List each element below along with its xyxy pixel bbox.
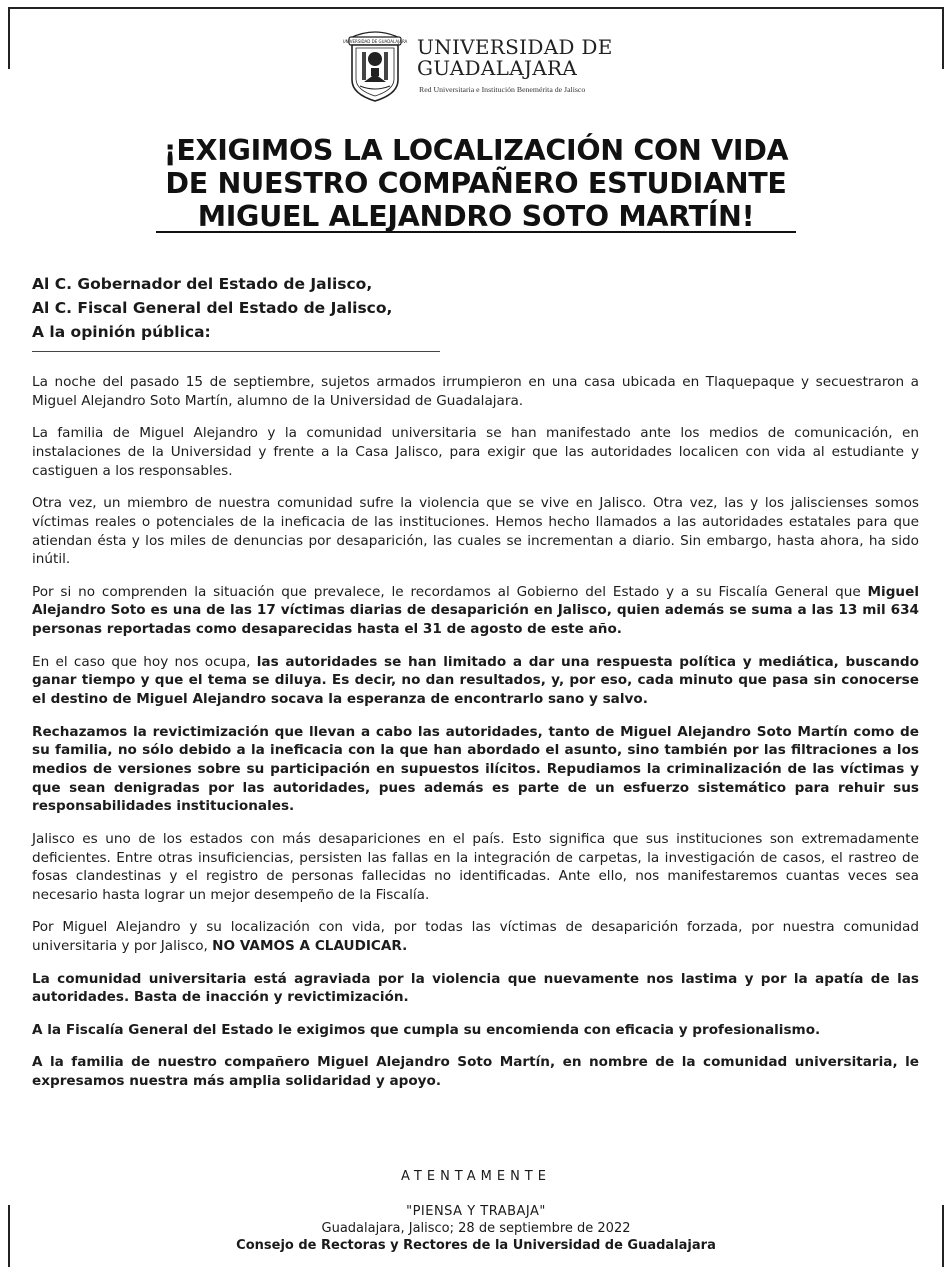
paragraph-4 xyxy=(32,583,919,639)
addressee-governor: Al C. Gobernador del Estado de Jalisco, xyxy=(32,275,373,293)
addressee-public: A la opinión pública: xyxy=(32,323,211,341)
paragraph-11-text: A la familia de nuestro compañero Miguel Alejandro Soto Martín, en nombre de la comunidad universitaria, le expresamos nuestra más amplia solidaridad y apoyo. xyxy=(32,1054,919,1090)
paragraph-5-emphasis: las autoridades se han limitado a dar una respuesta política y mediática, buscando ganar tiempo y que el tema se diluya. Es decir, no dan resultados, y, por eso, cada minuto que pasa sin conocerse el destino de Miguel Alejandro socava la esperanza de encontrarlo sano y salvo. xyxy=(32,653,919,708)
svg-text:UNIVERSIDAD DE GUADALAJARA: UNIVERSIDAD DE GUADALAJARA xyxy=(342,39,408,44)
university-name-line2: GUADALAJARA xyxy=(417,56,578,80)
headline-underline xyxy=(156,231,796,233)
headline-line1: ¡EXIGIMOS LA LOCALIZACIÓN CON VIDA xyxy=(163,134,789,167)
frame-left-corner xyxy=(8,7,10,69)
paragraph-5-intro: En el caso que hoy nos ocupa, xyxy=(32,653,257,670)
paragraph-7: Jalisco es uno de los estados con más desapariciones en el país. Esto significa que sus instituciones son extremadamente deficientes. Entre otras insuficiencias, persisten las fallas en la integración de carpetas, la investigación de casos, el rastreo de fosas clandestinas y el registro de personas fallecidas no identificadas. Ante ello, nos manifestaremos cuantas veces sea necesario hasta lograr un mejor desempeño de la Fiscalía. xyxy=(32,830,919,903)
frame-top-border xyxy=(8,7,944,9)
paragraph-5 xyxy=(32,653,919,709)
salutation: ATENTAMENTE xyxy=(401,1169,551,1184)
signatory: Consejo de Rectoras y Rectores de la Universidad de Guadalajara xyxy=(236,1238,716,1253)
university-name xyxy=(417,37,617,79)
place-date: Guadalajara, Jalisco; 28 de septiembre de 2022 xyxy=(321,1221,631,1236)
paragraph-8-intro: Por Miguel Alejandro y su localización con vida, por todas las víctimas de desaparición forzada, por nuestra comunidad universitaria y por Jalisco, xyxy=(32,919,919,955)
university-subtitle: Red Universitaria e Institución Benemérita de Jalisco xyxy=(419,85,586,94)
paragraph-2: La familia de Miguel Alejandro y la comunidad universitaria se han manifestado ante los medios de comunicación, en instalaciones de la Universidad y frente a la Casa Jalisco, para exigir que las autoridades localicen con vida al estudiante y castiguen a los responsables. xyxy=(32,425,919,479)
paragraph-10-text: A la Fiscalía General del Estado le exigimos que cumpla su encomienda con eficacia y profesionalismo. xyxy=(32,1021,821,1038)
paragraph-3: Otra vez, un miembro de nuestra comunidad sufre la violencia que se vive en Jalisco. Otra vez, las y los jaliscienses somos víctimas reales o potenciales de la ineficacia de las instituciones. Hemos hecho llamados a las autoridades estatales para que atiendan ésta y los miles de denuncias por desaparición, las cuales se incrementan a diario. Sin embargo, hasta ahora, ha sido inútil. xyxy=(32,495,919,568)
addressees-divider xyxy=(32,351,440,352)
headline-line2: DE NUESTRO COMPAÑERO ESTUDIANTE xyxy=(165,167,787,200)
paragraph-6-text: Rechazamos la revictimización que llevan a cabo las autoridades, tanto de Miguel Alejandro Soto Martín como de su familia, no sólo debido a la ineficacia con la que han abordado el asunto, sino también por las filtraciones a los medios de versiones sobre su participación en supuestos ilícitos. Repudiamos la criminalización de las víctimas y que sean denigradas por las autoridades, pues además es parte de un esfuerzo sistemático para rehuir sus responsabilidades institucionales. xyxy=(32,723,919,815)
addressee-prosecutor: Al C. Fiscal General del Estado de Jalisco, xyxy=(32,299,393,317)
paragraph-6 xyxy=(32,723,919,817)
headline xyxy=(40,134,912,233)
paragraph-11 xyxy=(32,1053,919,1090)
paragraph-8 xyxy=(32,918,919,955)
frame-right-corner xyxy=(942,7,944,69)
university-logo xyxy=(342,28,612,104)
headline-line3: MIGUEL ALEJANDRO SOTO MARTÍN! xyxy=(197,200,755,233)
addressees xyxy=(32,272,452,344)
paragraph-4-emphasis: Miguel Alejandro Soto es una de las 17 víctimas diarias de desaparición en Jalisco, quien además se suma a las 13 mil 634 personas reportadas como desaparecidas hasta el 31 de agosto de este año. xyxy=(32,583,919,638)
paragraph-8-emphasis: NO VAMOS A CLAUDICAR. xyxy=(212,938,408,955)
closing-block xyxy=(0,1168,952,1254)
paragraph-4-intro: Por si no comprenden la situación que prevalece, le recordamos al Gobierno del Estado y a su Fiscalía General que xyxy=(32,583,868,600)
paragraph-9 xyxy=(32,970,919,1007)
motto: "PIENSA Y TRABAJA" xyxy=(406,1204,546,1219)
university-seal-icon xyxy=(342,28,408,104)
paragraph-10 xyxy=(32,1021,919,1040)
university-name-line1: UNIVERSIDAD DE xyxy=(417,35,613,59)
paragraph-1: La noche del pasado 15 de septiembre, sujetos armados irrumpieron en una casa ubicada en Tlaquepaque y secuestraron a Miguel Alejandro Soto Martín, alumno de la Universidad de Guadalajara. xyxy=(32,374,919,409)
paragraph-9-text: La comunidad universitaria está agraviada por la violencia que nuevamente nos lastima y por la apatía de las autoridades. Basta de inacción y revictimización. xyxy=(32,970,919,1006)
letter-body xyxy=(32,373,919,1105)
